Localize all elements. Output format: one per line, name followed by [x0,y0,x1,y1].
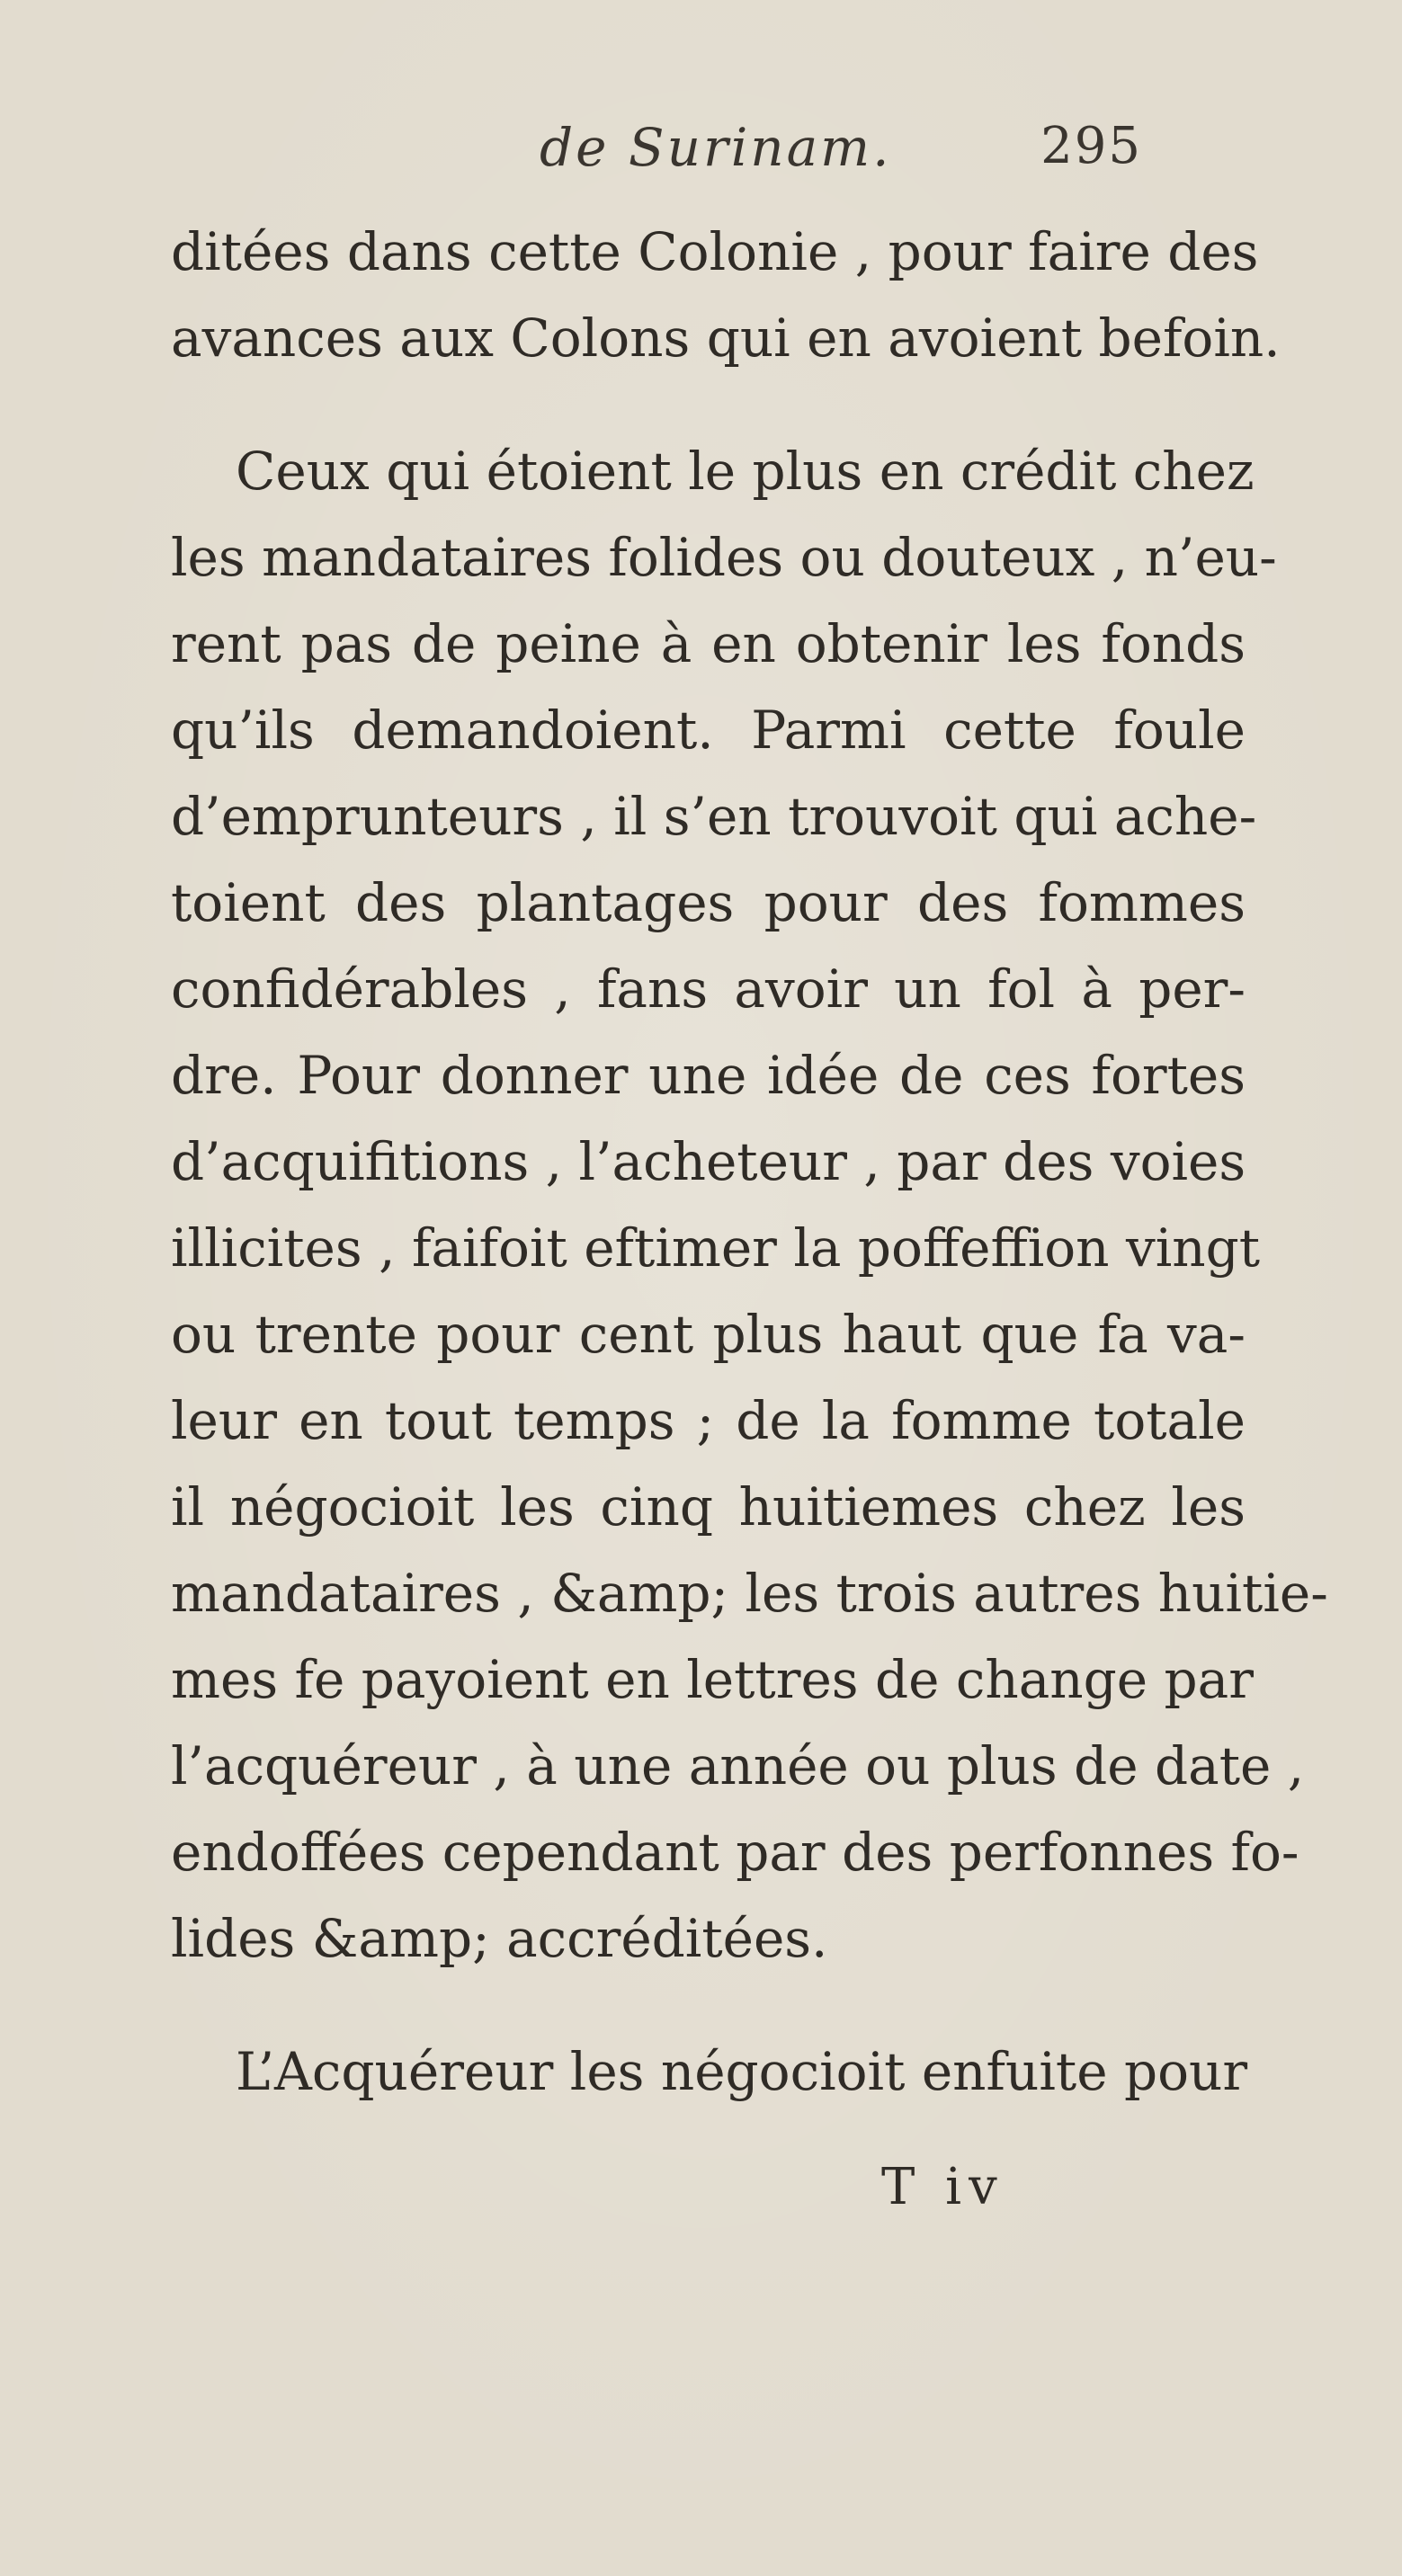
text-line: ou trente pour cent plus haut que fa va- [171,1304,1246,1365]
text-line: L’Acquéreur les négocioit enfuite pour [236,2041,1248,2102]
text-line: ditées dans cette Colonie , pour faire des [171,221,1259,282]
text-line: qu’ils demandoient. Parmi cette foule [171,700,1246,761]
text-line: d’emprunteurs , il s’en trouvoit qui ache- [171,786,1257,847]
text-line: toient des plantages pour des fommes [171,872,1246,933]
body-text [171,209,1328,2115]
signature-mark: T iv [881,2158,1005,2216]
running-title: de Surinam. [540,117,892,178]
paragraph-gap [171,381,1246,428]
text-line: rent pas de peine à en obtenir les fonds [171,613,1246,674]
text-line: dre. Pour donner une idée de ces fortes [171,1045,1246,1106]
page-number: 295 [1040,117,1142,175]
text-line: mandataires , &amp; les trois autres huitie- [171,1563,1328,1624]
text-line: il négocioit les cinq huitiemes chez les [171,1476,1246,1538]
text-line: leur en tout temps ; de la fomme totale [171,1390,1246,1451]
text-line: mes fe payoient en lettres de change par [171,1649,1254,1710]
text-line: Ceux qui étoient le plus en crédit chez [236,441,1255,502]
text-line: illicites , faifoit eftimer la poffeffion vingt [171,1217,1261,1279]
text-line: lides &amp; accréditées. [171,1908,828,1969]
text-line: avances aux Colons qui en avoient befoin. [171,308,1281,369]
text-line: confidérables , fans avoir un fol à per- [171,958,1246,1020]
text-line: endoffées cependant par des perfonnes fo- [171,1822,1299,1883]
text-line: les mandataires folides ou douteux , n’eu- [171,527,1277,588]
text-line: l’acquéreur , à une année ou plus de date , [171,1735,1305,1796]
running-head [171,117,1142,189]
text-line: d’acquifitions , l’acheteur , par des voies [171,1131,1246,1192]
paragraph-gap [171,1982,1246,2028]
